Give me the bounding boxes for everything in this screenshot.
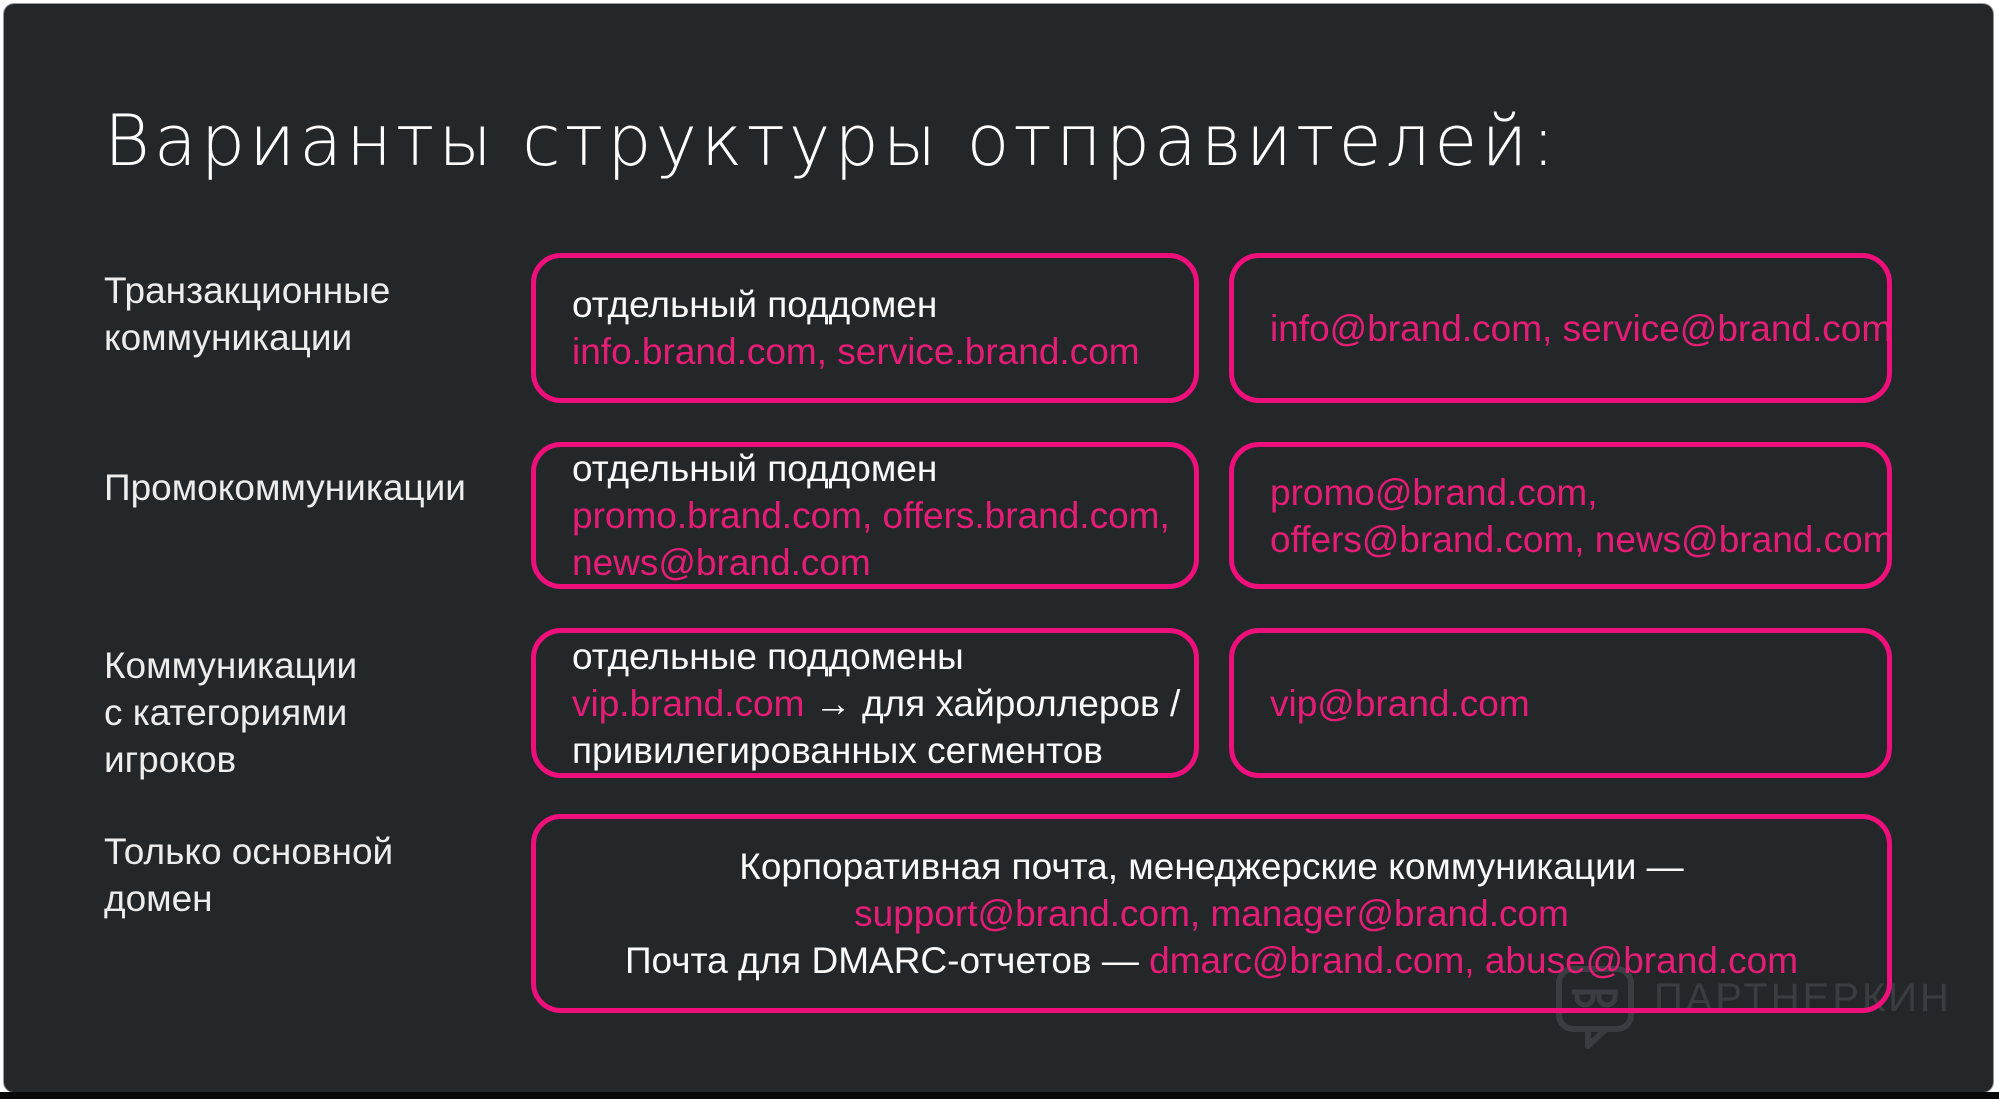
row-main-domain-label — [104, 828, 494, 922]
promo-subdomain-box — [531, 442, 1199, 589]
main-domain-box — [531, 814, 1892, 1013]
box-text-line: Корпоративная почта, менеджерские коммуникации — — [739, 846, 1684, 887]
box-text-white: → для хайроллеров / — [814, 682, 1181, 724]
row-promo-label — [104, 464, 494, 511]
box-text-line: info.brand.com, service.brand.com — [572, 331, 1140, 372]
label-line: с категориями — [104, 692, 348, 733]
box-text-line — [572, 680, 1181, 727]
row-transactional-label — [104, 267, 494, 361]
box-text-line: отдельный поддомен — [572, 284, 938, 325]
bottom-shadow-strip — [0, 1092, 1999, 1099]
box-text-line: отдельные поддомены — [572, 635, 964, 677]
box-text-line: news@brand.com — [572, 542, 871, 583]
box-text-line: отдельный поддомен — [572, 448, 938, 489]
label-line: игроков — [104, 739, 237, 780]
transactional-email-box — [1229, 253, 1892, 403]
row-player-categories-label — [104, 642, 494, 783]
box-text-line: info@brand.com, service@brand.com — [1270, 307, 1893, 349]
box-text-white: Почта для DMARC-отчетов — — [624, 940, 1139, 981]
label-line: домен — [104, 878, 213, 919]
slide-card — [4, 4, 1993, 1092]
watermark-text: ПАРТНЕРКИН — [1654, 976, 1952, 1020]
label-line: Транзакционные — [104, 270, 391, 311]
box-text-line: promo.brand.com, offers.brand.com, — [572, 495, 1170, 536]
slide-title: Варианты структуры отправителей: — [104, 100, 1560, 182]
box-text-line: offers@brand.com, news@brand.com — [1270, 518, 1894, 560]
label-line: коммуникации — [104, 317, 353, 358]
box-text-pink: dmarc@brand.com, abuse@brand.com — [1149, 940, 1799, 981]
label-line: Коммуникации — [104, 645, 358, 686]
promo-email-box — [1229, 442, 1892, 589]
box-text-line: привилегированных сегментов — [572, 729, 1103, 771]
box-text-line: support@brand.com, manager@brand.com — [854, 893, 1569, 934]
label-line: Только основной — [104, 831, 394, 872]
vip-email-box — [1229, 628, 1892, 778]
box-text-line: vip@brand.com — [1270, 682, 1530, 724]
label-line: Промокоммуникации — [104, 467, 466, 508]
box-text-line — [572, 937, 1851, 984]
transactional-subdomain-box — [531, 253, 1199, 403]
vip-subdomain-box — [531, 628, 1199, 778]
box-text-line: promo@brand.com, — [1270, 471, 1598, 513]
box-text-pink: vip.brand.com — [572, 682, 805, 724]
